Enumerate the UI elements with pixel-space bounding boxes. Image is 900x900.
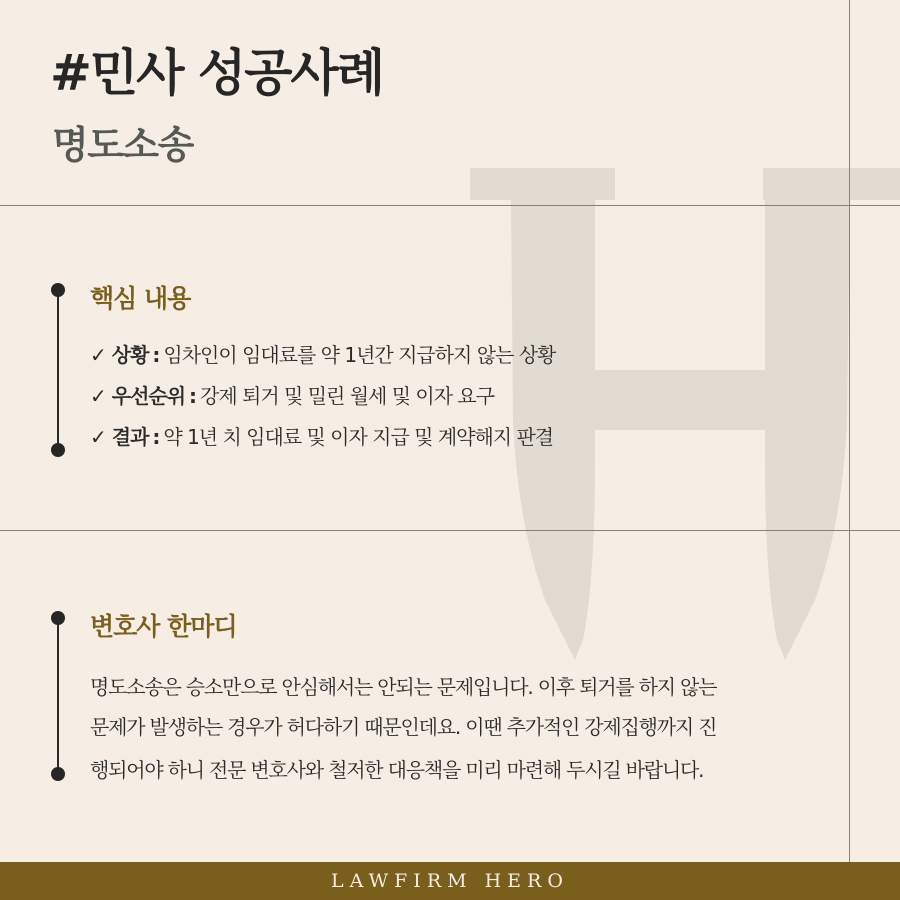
key-points-heading: 핵심 내용 <box>90 284 191 313</box>
timeline-dot-top <box>51 611 65 625</box>
lawyer-comment-heading: 변호사 한마디 <box>90 612 237 641</box>
comment-line: 명도소송은 승소만으로 안심해서는 안되는 문제입니다. 이후 퇴거를 하지 않는 <box>90 675 717 699</box>
timeline-dot-top <box>51 283 65 297</box>
comment-timeline <box>57 618 59 774</box>
footer-bar <box>0 862 900 900</box>
check-mark-icon: ✓ <box>90 384 106 408</box>
vertical-divider <box>849 0 850 862</box>
horizontal-divider-top <box>0 205 900 206</box>
key-point-result: ✓ 결과 : 약 1년 치 임대료 및 이자 지급 및 계약해지 판결 <box>90 425 554 449</box>
comment-line: 문제가 발생하는 경우가 허다하기 때문인데요. 이땐 추가적인 강제집행까지 진 <box>90 715 717 739</box>
page-subtitle: 명도소송 <box>52 123 193 167</box>
check-mark-icon: ✓ <box>90 425 106 449</box>
footer-brand: LAWFIRM HERO <box>331 870 569 892</box>
page-title: #민사 성공사례 <box>50 44 384 102</box>
key-point-priority: ✓ 우선순위 : 강제 퇴거 및 밀린 월세 및 이자 요구 <box>90 384 495 408</box>
horizontal-divider-middle <box>0 530 900 531</box>
timeline-dot-bottom <box>51 443 65 457</box>
key-point-situation: ✓ 상황 : 임차인이 임대료를 약 1년간 지급하지 않는 상황 <box>90 343 556 367</box>
key-points-timeline <box>57 290 59 450</box>
check-mark-icon: ✓ <box>90 343 106 367</box>
timeline-dot-bottom <box>51 767 65 781</box>
comment-line: 행되어야 하니 전문 변호사와 철저한 대응책을 미리 마련해 두시길 바랍니다. <box>90 758 704 782</box>
watermark-h-logo <box>465 160 900 680</box>
